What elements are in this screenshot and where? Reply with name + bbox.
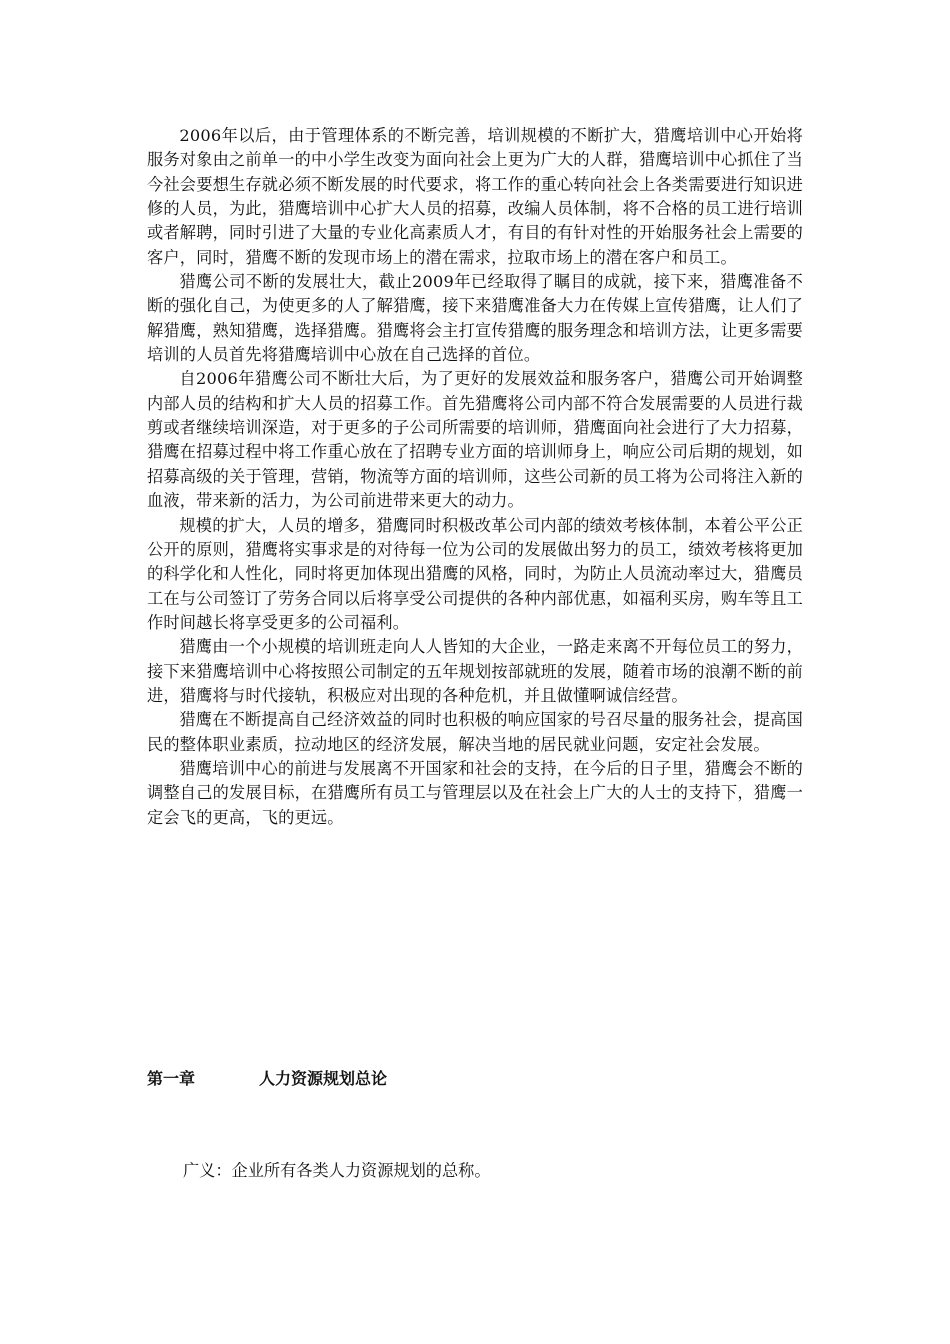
paragraph-3: 自2006年猎鹰公司不断壮大后，为了更好的发展效益和服务客户，猎鹰公司开始调整内部人员的结构和扩大人员的招募工作。首先猎鹰将公司内部不符合发展需要的人员进行裁剪或者继续培训深造，对于更多的子公司所需要的培训师，猎鹰面向社会进行了大力招募，猎鹰在招募过程中将工作重心放在了招聘专业方面的培训师身上，响应公司后期的规划，如招募高级的关于管理，营销，物流等方面的培训师，这些公司新的员工将为公司将注入新的血液，带来新的活力，为公司前进带来更大的动力。: [147, 369, 803, 511]
paragraph-7: 猎鹰培训中心的前进与发展离不开国家和社会的支持，在今后的日子里，猎鹰会不断的调整自己的发展目标，在猎鹰所有员工与管理层以及在社会上广大的人士的支持下，猎鹰一定会飞的更高，飞的更远。: [147, 758, 803, 827]
definition-text: 广义：企业所有各类人力资源规划的总称。: [183, 1161, 491, 1180]
paragraph-6: 猎鹰在不断提高自己经济效益的同时也积极的响应国家的号召尽量的服务社会，提高国民的整体职业素质，拉动地区的经济发展，解决当地的居民就业问题，安定社会发展。: [147, 710, 803, 754]
paragraph-1: 2006年以后，由于管理体系的不断完善，培训规模的不断扩大，猎鹰培训中心开始将服务对象由之前单一的中小学生改变为面向社会上更为广大的人群，猎鹰培训中心抓住了当今社会要想生存就必须不断发展的时代要求，将工作的重心转向社会上各类需要进行知识进修的人员，为此，猎鹰培训中心扩大人员的招募，改编人员体制，将不合格的员工进行培训或者解聘，同时引进了大量的专业化高素质人才，有目的有针对性的开始服务社会上需要的客户，同时，猎鹰不断的发现市场上的潜在需求，拉取市场上的潜在客户和员工。: [147, 126, 803, 267]
chapter-heading: [147, 1066, 803, 1092]
body-text: [147, 124, 803, 830]
paragraph-2: 猎鹰公司不断的发展壮大，截止2009年已经取得了瞩目的成就，接下来，猎鹰准备不断的强化自己，为使更多的人了解猎鹰，接下来猎鹰准备大力在传媒上宣传猎鹰，让人们了解猎鹰，熟知猎鹰，选择猎鹰。猎鹰将会主打宣传猎鹰的服务理念和培训方法，让更多需要培训的人员首先将猎鹰培训中心放在自己选择的首位。: [147, 272, 803, 365]
chapter-title: 人力资源规划总论: [259, 1069, 388, 1088]
paragraph-5: 猎鹰由一个小规模的培训班走向人人皆知的大企业，一路走来离不开每位员工的努力，接下来猎鹰培训中心将按照公司制定的五年规划按部就班的发展，随着市场的浪潮不断的前进，猎鹰将与时代接轨，积极应对出现的各种危机，并且做懂啊诚信经营。: [147, 637, 803, 705]
paragraph-4: 规模的扩大，人员的增多，猎鹰同时积极改革公司内部的绩效考核体制，本着公平公正公开的原则，猎鹰将实事求是的对待每一位为公司的发展做出努力的员工，绩效考核将更加的科学化和人性化，同时将更加体现出猎鹰的风格，同时，为防止人员流动率过大，猎鹰员工在与公司签订了劳务合同以后将享受公司提供的各种内部优惠，如福利买房，购车等且工作时间越长将享受更多的公司福利。: [147, 515, 803, 632]
chapter-number: 第一章: [147, 1069, 196, 1088]
